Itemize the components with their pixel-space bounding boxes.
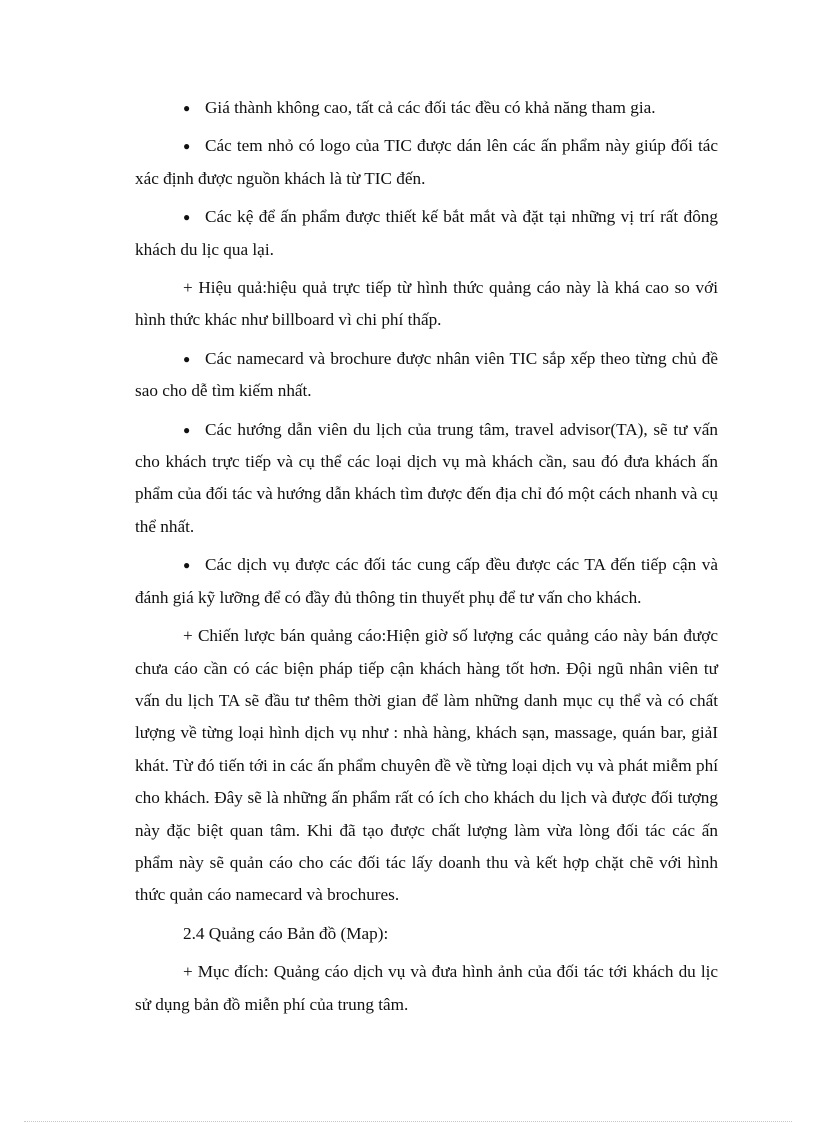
bullet-icon: ●	[183, 422, 191, 437]
paragraph-text: Các kệ để ấn phẩm được thiết kế bắt mắt và đặt tại những vị trí rất đông khách du lịc qua lại.	[135, 207, 718, 259]
paragraph-text: Các dịch vụ được các đối tác cung cấp đều được các TA đến tiếp cận và đánh giá kỹ lưỡng để có đầy đủ thông tin thuyết phụ để tư vấn cho khách.	[135, 555, 718, 607]
bullet-paragraph	[135, 343, 718, 408]
paragraph-text: + Hiệu quả:hiệu quả trực tiếp từ hình thức quảng cáo này là khá cao so với hình thức khác như billboard vì chi phí thấp.	[135, 278, 718, 330]
body-paragraph	[135, 620, 718, 912]
paragraph-text: Giá thành không cao, tất cả các đối tác đều có khả năng tham gia.	[205, 98, 656, 117]
page-bottom-divider	[24, 1121, 792, 1122]
section-heading	[135, 918, 718, 950]
body-paragraph	[135, 956, 718, 1021]
bullet-icon: ●	[183, 210, 191, 225]
body-paragraph	[135, 272, 718, 337]
paragraph-text: 2.4 Quảng cáo Bản đồ (Map):	[183, 923, 389, 943]
bullet-paragraph	[135, 92, 718, 124]
bullet-icon: ●	[183, 351, 191, 366]
bullet-icon: ●	[183, 139, 191, 154]
bullet-paragraph	[135, 130, 718, 195]
paragraph-text: + Chiến lược bán quảng cáo:Hiện giờ số lượng các quảng cáo này bán được chưa cáo cần có các biện pháp tiếp cận khách hàng tốt hơn. Đội ngũ nhân viên tư vấn du lịch TA sẽ đầu tư thêm thời gian để làm những danh mục cụ thể và có chất lượng về từng loại hình dịch vụ như : nhà hàng, khách sạn, massage, quán bar, giảI khát. Từ đó tiến tới in các ấn phẩm chuyên đề về từng loại dịch vụ và phát miễm phí cho khách. Đây sẽ là những ấn phẩm rất có ích cho khách du lịch và được đối tượng này đặc biệt quan tâm. Khi đã tạo được chất lượng làm vừa lòng đối tác các ấn phẩm này sẽ quản cáo cho các đối tác lấy doanh thu và kết hợp chặt chẽ với hình thức quản cáo namecard và brochures.	[135, 626, 718, 905]
paragraph-text: Các hướng dẫn viên du lịch của trung tâm, travel advisor(TA), sẽ tư vấn cho khách trực tiếp và cụ thể các loại dịch vụ mà khách cần, sau đó đưa khách ấn phẩm của đối tác và hướng dẫn khách tìm được đến địa chỉ đó một cách nhanh và cụ thể nhất.	[135, 419, 718, 536]
bullet-icon: ●	[183, 101, 191, 115]
document-page	[135, 92, 718, 1027]
bullet-paragraph	[135, 414, 718, 544]
paragraph-text: Các namecard và brochure được nhân viên TIC sắp xếp theo từng chủ đề sao cho dễ tìm kiếm nhất.	[135, 348, 718, 401]
paragraph-text: + Mục đích: Quảng cáo dịch vụ và đưa hình ảnh của đối tác tới khách du lịc sử dụng bản đồ miễn phí của trung tâm.	[135, 962, 718, 1014]
bullet-icon: ●	[183, 558, 191, 573]
bullet-paragraph	[135, 201, 718, 266]
paragraph-text: Các tem nhỏ có logo của TIC được dán lên các ấn phẩm này giúp đối tác xác định được nguồn khách là từ TIC đến.	[135, 136, 718, 188]
bullet-paragraph	[135, 549, 718, 614]
